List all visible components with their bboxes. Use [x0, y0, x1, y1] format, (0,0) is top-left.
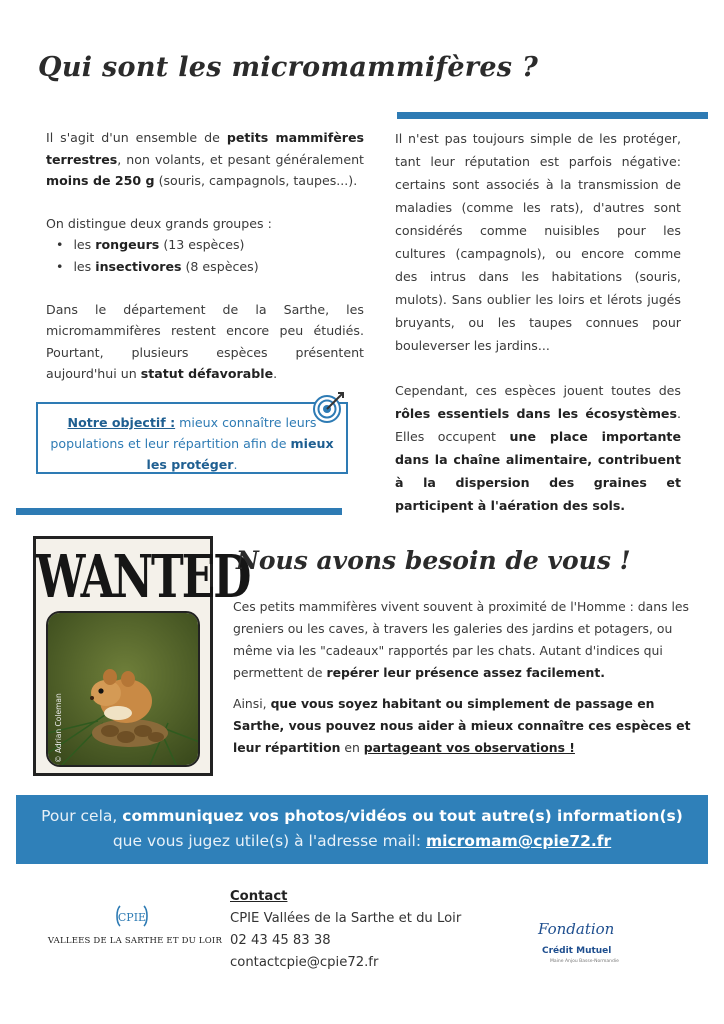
- contact-phone: 02 43 45 83 38: [230, 933, 331, 948]
- reputation-paragraph: Il n'est pas toujours simple de les protéger, tant leur réputation est parfois négative: certains sont associés à la transmission de maladies (comme les rats), d'autres sont considérés comme nuisibles pour les cultures (campagnols), ou encore comme des intrus dans les habitations (souris, mulots). Sans oublier les loirs et lérots jugés bruyants, ou les taupes connues pour bouleverser les jardins...: [395, 131, 681, 353]
- divider-bar: [397, 112, 708, 119]
- contact-org: CPIE Vallées de la Sarthe et du Loir: [230, 911, 462, 926]
- cpie-logo-text: VALLEES DE LA SARTHE ET DU LOIR: [47, 936, 223, 946]
- right-column: [395, 127, 681, 539]
- left-column: [46, 127, 364, 406]
- banner-line-1: Pour cela, communiquez vos photos/vidéos ou tout autre(s) information(s): [41, 807, 683, 825]
- fondation-credit-mutuel-logo: [532, 918, 622, 970]
- help-paragraph: Ainsi, que vous soyez habitant ou simplement de passage en Sarthe, vous pouvez nous aider à mieux connaître ces espèces et leur répartition en partageant vos observations !: [233, 696, 691, 755]
- credit-mutuel-name: Crédit Mutuel: [542, 946, 612, 956]
- wanted-poster: [33, 536, 250, 776]
- cpie-mark-icon: [114, 902, 150, 930]
- call-to-action-banner: [16, 795, 708, 864]
- page-title: Qui sont les micromammifères ?: [38, 52, 539, 83]
- email-link[interactable]: micromam@cpie72.fr: [426, 832, 612, 850]
- harvest-mouse-image: [48, 613, 200, 767]
- section-title: Nous avons besoin de vous !: [236, 546, 631, 575]
- divider-bar: [16, 508, 342, 515]
- proximity-paragraph: Ces petits mammifères vivent souvent à proximité de l'Homme : dans les greniers ou les caves, à travers les galeries des jardins et potagers, ou même via les "cadeaux" rapportés par les chats. Autant d'indices qui permettent de repérer leur présence assez facilement.: [233, 599, 689, 680]
- mouse-photo: [46, 611, 200, 767]
- contact-email[interactable]: contactcpie@cpie72.fr: [230, 955, 379, 970]
- fondation-logo-script: Fondation: [538, 920, 615, 938]
- contact-heading: Contact: [230, 889, 288, 904]
- roles-paragraph: Cependant, ces espèces jouent toutes des rôles essentiels dans les écosystèmes. Elles occupent une place importante dans la chaîne alimentaire, contribuent à la dispersion des graines et participent à l'aération des sols.: [395, 383, 681, 513]
- groups-list: [56, 234, 364, 277]
- credit-mutuel-region: Maine Anjou Basse-Normandie: [550, 959, 619, 964]
- target-icon: [312, 390, 346, 424]
- cpie-logo: [40, 896, 230, 958]
- svg-text:CPIE: CPIE: [117, 911, 147, 924]
- list-item: • les rongeurs (13 espèces): [56, 234, 364, 256]
- list-item: • les insectivores (8 espèces): [56, 256, 364, 278]
- need-text: [233, 596, 695, 768]
- sarthe-paragraph: Dans le département de la Sarthe, les micromammifères restent encore peu étudiés. Pourtant, plusieurs espèces présentent aujourd'hui un statut défavorable.: [46, 301, 364, 382]
- intro-paragraph: Il s'agit d'un ensemble de petits mammifères terrestres, non volants, et pesant généralement moins de 250 g (souris, campagnols, taupes...).: [46, 130, 364, 189]
- objective-box: Notre objectif : mieux connaître leurs populations et leur répartition afin de mieux les protéger.: [36, 402, 348, 474]
- groups-intro: On distingue deux grands groupes :: [46, 215, 272, 231]
- contact-block: [230, 886, 461, 974]
- photo-credit: © Adrian Coleman: [54, 693, 63, 763]
- wanted-heading: WANTED: [36, 543, 250, 612]
- banner-line-2: que vous jugez utile(s) à l'adresse mail: micromam@cpie72.fr: [112, 832, 612, 850]
